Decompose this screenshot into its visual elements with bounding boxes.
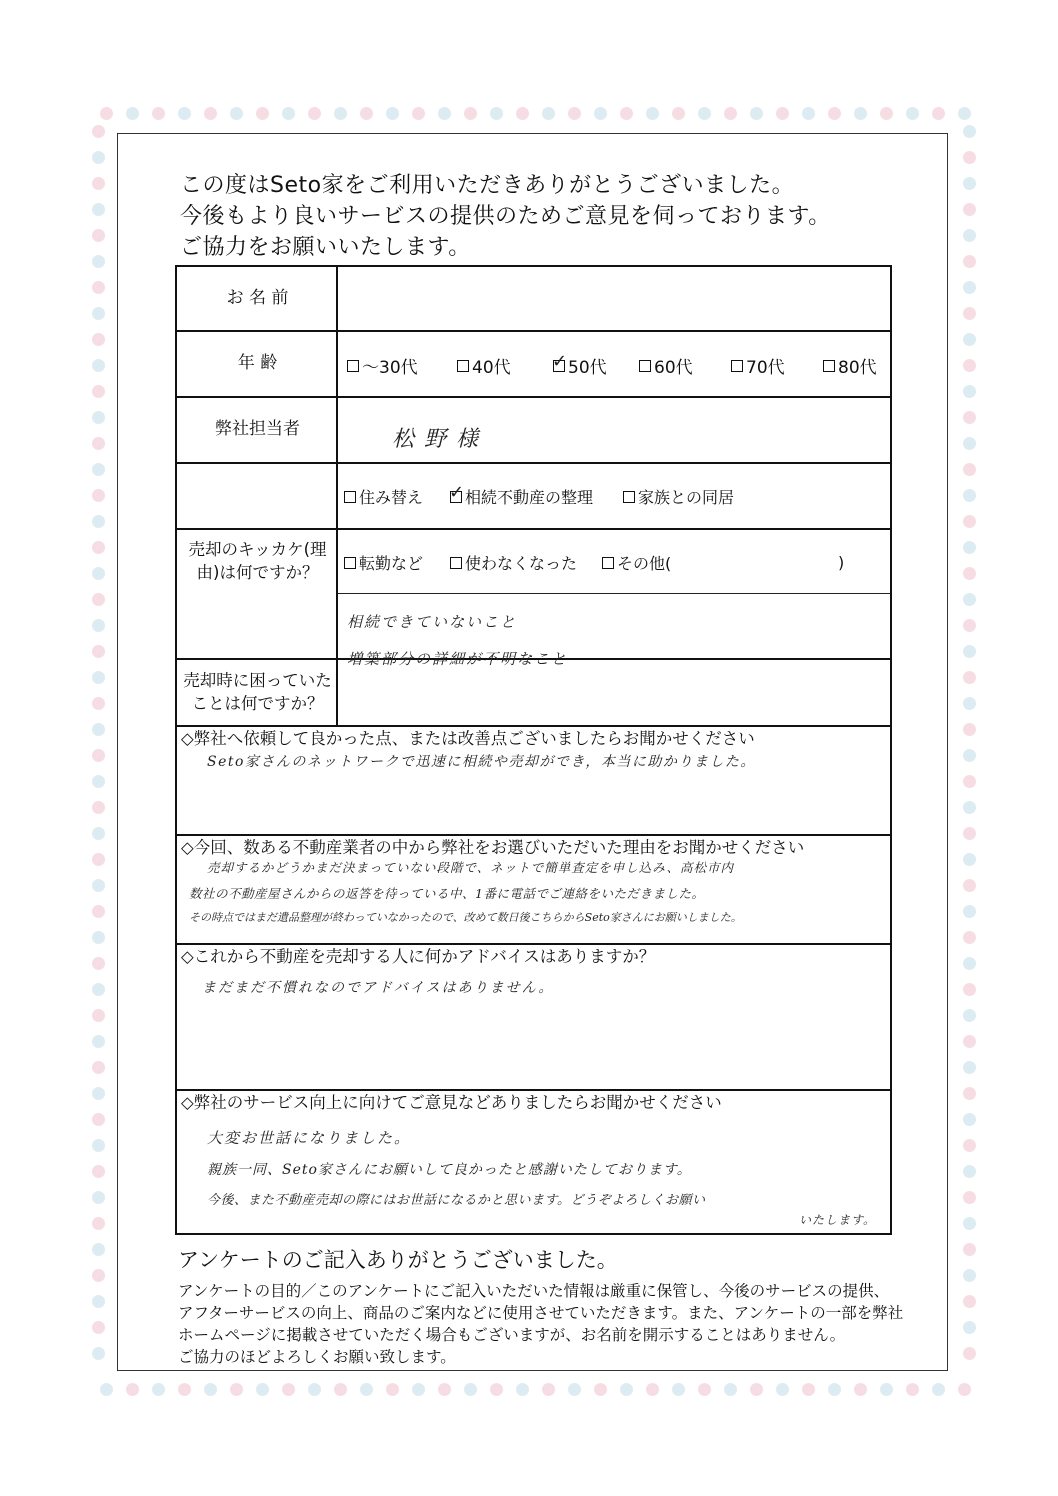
decorative-dot [828,1383,841,1396]
intro-line: ご協力をお願いいたします。 [180,235,471,260]
decorative-dot [963,255,976,268]
section-answer-line: 今後、また不動産売却の際にはお世話になるかと思います。どうぞよろしくお願い [207,1193,706,1208]
decorative-dot [620,107,633,120]
decorative-dot [963,177,976,190]
decorative-dot [152,1383,165,1396]
decorative-dot [963,775,976,788]
decorative-dot [963,229,976,242]
decorative-dot [92,723,105,736]
other-close-paren: ) [838,553,845,572]
note-line: アンケートの目的／このアンケートにご記入いただいた情報は厳重に保管し、今後のサービスの提供、 [178,1282,890,1300]
decorative-dot [92,671,105,684]
section-answer-line: 大変お世話になりました。 [207,1129,412,1147]
reason-option[interactable] [623,485,734,508]
checkbox[interactable] [602,557,614,569]
reason-option-label: 転勤など [359,554,424,573]
checkbox[interactable] [639,360,651,372]
decorative-dot [92,931,105,944]
decorative-dot [854,107,867,120]
decorative-dot [963,567,976,580]
decorative-dot [334,1383,347,1396]
decorative-dot [92,1243,105,1256]
decorative-dot [963,1217,976,1230]
decorative-dot [963,385,976,398]
decorative-dot [92,1113,105,1126]
decorative-dot [92,1139,105,1152]
decorative-dot [963,1295,976,1308]
section-answer-line: 親族一同、Seto家さんにお願いして良かったと感謝いたしております。 [207,1162,692,1178]
trouble-answer-line: 増築部分の詳細が不明なこと [347,650,569,668]
decorative-dot [906,107,919,120]
note-line: ホームページに掲載させていただく場合もございますが、お名前を開示することはありません。 [178,1326,846,1344]
section-answer-line: Seto家さんのネットワークで迅速に相続や売却ができ，本当に助かりました。 [207,754,756,770]
decorative-dot [828,107,841,120]
decorative-dot [932,107,945,120]
decorative-dot [360,1383,373,1396]
checkbox[interactable] [450,557,462,569]
section-answer-line: 売却するかどうかまだ決まっていない段階で、ネットで簡単査定を申し込み、高松市内 [207,860,735,875]
staff-label: 弊社担当者 [215,419,300,439]
decorative-dot [464,1383,477,1396]
section-heading: ◇これから不動産を売却する人に何かアドバイスはありますか？ [181,947,656,966]
decorative-dot [178,107,191,120]
decorative-dot [308,107,321,120]
reason-option[interactable] [344,551,450,574]
decorative-dot [963,125,976,138]
decorative-dot [92,411,105,424]
decorative-dot [360,107,373,120]
name-field[interactable] [347,279,877,319]
decorative-dot [92,177,105,190]
row-divider [338,593,890,594]
decorative-dot [963,645,976,658]
decorative-dot [963,853,976,866]
decorative-dot [963,749,976,762]
checkbox[interactable] [623,491,635,503]
section-answer-line: 数社の不動産屋さんからの返答を待っている中、1番に電話でご連絡をいただきました。 [189,886,705,901]
decorative-dot [92,489,105,502]
decorative-dot [594,1383,607,1396]
decorative-dot [92,281,105,294]
section-heading: ◇弊社のサービス向上に向けてご意見などありましたらお聞かせください [181,1093,722,1112]
reason-option[interactable] [344,485,450,508]
intro-line: 今後もより良いサービスの提供のためご意見を伺っております。 [180,204,831,229]
decorative-dot [963,1113,976,1126]
decorative-dot [646,107,659,120]
decorative-dot [92,463,105,476]
decorative-dot [963,1347,976,1360]
reason-option-label: 相続不動産の整理 [465,488,594,507]
decorative-dot [92,437,105,450]
decorative-dot [963,515,976,528]
decorative-dot [282,1383,295,1396]
section-answer-line: いたします。 [799,1213,877,1227]
decorative-dot [750,107,763,120]
decorative-dot [963,1321,976,1334]
decorative-dot [963,1191,976,1204]
decorative-dot [568,107,581,120]
decorative-dot [854,1383,867,1396]
decorative-dot [204,1383,217,1396]
age-option-label: 50代 [568,358,607,378]
decorative-dot [963,437,976,450]
decorative-dot [963,1087,976,1100]
reason-option-label: 住み替え [359,488,424,507]
note-line: ご協力のほどよろしくお願い致します。 [178,1348,456,1366]
checkbox[interactable] [344,557,356,569]
reason-option-label: 家族との同居 [638,488,735,507]
reason-label: 売却のキッカケ(理由)は何ですか？ [188,539,327,582]
decorative-dot [92,749,105,762]
age-option-label: 60代 [654,358,693,378]
reason-options-line2 [344,551,874,574]
decorative-dot [516,107,529,120]
intro-line: この度はSeto家をご利用いただきありがとうございました。 [180,173,795,198]
decorative-dot [92,1009,105,1022]
decorative-dot [92,905,105,918]
decorative-dot [594,107,607,120]
decorative-dot [308,1383,321,1396]
age-option-label: ～30代 [362,358,418,378]
decorative-dot [92,827,105,840]
reason-option[interactable] [449,481,623,508]
decorative-dot [963,307,976,320]
decorative-dot [963,1061,976,1074]
decorative-dot [724,1383,737,1396]
decorative-dot [490,107,503,120]
decorative-dot [698,107,711,120]
decorative-dot [92,541,105,554]
decorative-dot [92,1295,105,1308]
age-label: 年 齢 [237,353,278,373]
reason-option-label: 使わなくなった [465,554,578,573]
decorative-dot [880,1383,893,1396]
decorative-dot [963,619,976,632]
age-option[interactable] [552,350,639,378]
age-option[interactable] [347,353,457,378]
decorative-dot [92,1269,105,1282]
decorative-dot [776,1383,789,1396]
decorative-dot [880,107,893,120]
reason-option-label: その他( [617,554,672,573]
decorative-dot [386,107,399,120]
decorative-dot [92,1087,105,1100]
decorative-dot [92,151,105,164]
age-option[interactable] [731,353,823,378]
decorative-dot [92,1165,105,1178]
decorative-dot [963,411,976,424]
decorative-dot [963,827,976,840]
decorative-dot [464,107,477,120]
age-option-label: 70代 [746,358,785,378]
decorative-dot [963,463,976,476]
decorative-dot [126,1383,139,1396]
checkbox[interactable] [347,360,359,372]
decorative-dot [92,307,105,320]
decorative-dot [92,619,105,632]
thanks-message: アンケートのご記入ありがとうございました。 [178,1248,618,1272]
decorative-dot [334,107,347,120]
decorative-dot [92,1035,105,1048]
decorative-dot [204,107,217,120]
decorative-dot [963,359,976,372]
reason-option[interactable] [602,551,838,574]
decorative-dot [92,333,105,346]
decorative-dot [92,801,105,814]
decorative-dot [963,489,976,502]
decorative-dot [92,983,105,996]
section-heading: ◇今回、数ある不動産業者の中から弊社をお選びいただいた理由をお聞かせください [181,838,805,857]
decorative-dot [126,107,139,120]
decorative-dot [92,567,105,580]
checkmark-icon: ✓ [552,350,568,372]
checkbox[interactable] [823,360,835,372]
decorative-dot [542,1383,555,1396]
decorative-dot [672,1383,685,1396]
decorative-dot [963,541,976,554]
decorative-dot [92,879,105,892]
decorative-dot [646,1383,659,1396]
decorative-dot [963,983,976,996]
reason-option[interactable] [450,551,602,574]
decorative-dot [412,107,425,120]
decorative-dot [963,931,976,944]
decorative-dot [963,957,976,970]
decorative-dot [724,107,737,120]
decorative-dot [92,385,105,398]
decorative-dot [438,107,451,120]
section-heading: ◇弊社へ依頼して良かった点、または改善点ございましたらお聞かせください [181,729,755,748]
privacy-note [178,1280,903,1368]
decorative-dot [963,723,976,736]
decorative-dot [92,645,105,658]
decorative-dot [802,107,815,120]
age-option-label: 80代 [838,358,877,378]
decorative-dot [230,1383,243,1396]
decorative-dot [776,107,789,120]
decorative-dot [92,1191,105,1204]
decorative-dot [92,125,105,138]
decorative-dot [963,801,976,814]
checkmark-icon: ✓ [449,481,465,503]
decorative-dot [963,1139,976,1152]
section-answer-line: その時点ではまだ遺品整理が終わっていなかったので、改めて数日後こちらからSeto家さんにお願いしました。 [189,911,742,924]
decorative-dot [92,1347,105,1360]
decorative-dot [516,1383,529,1396]
section-answer-line: まだまだ不慣れなのでアドバイスはありません。 [202,980,555,996]
age-option[interactable] [639,353,731,378]
decorative-dot [282,107,295,120]
decorative-dot [92,1321,105,1334]
decorative-dot [92,229,105,242]
decorative-dot [92,255,105,268]
decorative-dot [152,107,165,120]
decorative-dot [963,905,976,918]
decorative-dot [100,107,113,120]
age-option-label: 40代 [472,358,511,378]
decorative-dot [542,107,555,120]
checkbox-checked[interactable] [449,481,465,503]
decorative-dot [750,1383,763,1396]
decorative-dot [100,1383,113,1396]
decorative-dot [92,853,105,866]
age-option[interactable] [457,353,553,378]
decorative-dot [906,1383,919,1396]
reason-options-line1 [344,481,735,508]
decorative-dot [963,281,976,294]
checkbox[interactable] [344,491,356,503]
decorative-dot [92,1217,105,1230]
decorative-dot [568,1383,581,1396]
decorative-dot [963,671,976,684]
decorative-dot [386,1383,399,1396]
decorative-dot [490,1383,503,1396]
decorative-dot [963,333,976,346]
decorative-dot [92,203,105,216]
decorative-dot [92,1061,105,1074]
decorative-dot [412,1383,425,1396]
decorative-dot [620,1383,633,1396]
decorative-dot [802,1383,815,1396]
decorative-dot [963,1165,976,1178]
checkbox[interactable] [457,360,469,372]
trouble-answer-line: 相続できていないこと [347,613,518,631]
decorative-dot [92,957,105,970]
decorative-dot [963,1243,976,1256]
decorative-dot [963,1009,976,1022]
decorative-dot [92,359,105,372]
decorative-dot [92,775,105,788]
decorative-dot [963,1269,976,1282]
decorative-dot [963,593,976,606]
decorative-dot [92,697,105,710]
decorative-dot [963,697,976,710]
decorative-dot [178,1383,191,1396]
decorative-dot [230,107,243,120]
decorative-dot [438,1383,451,1396]
decorative-dot [92,515,105,528]
decorative-dot [963,1035,976,1048]
age-option[interactable] [823,353,877,378]
decorative-dot [963,879,976,892]
survey-form [175,265,892,1235]
intro-text [180,170,831,263]
checkbox[interactable] [731,360,743,372]
staff-value[interactable]: 松野様 [392,427,489,452]
decorative-dot [256,107,269,120]
age-options [347,350,877,378]
note-line: アフターサービスの向上、商品のご案内などに使用させていただきます。また、アンケートの一部を弊社 [178,1304,904,1322]
name-label: お 名 前 [226,288,289,308]
decorative-dot [92,593,105,606]
decorative-dot [963,203,976,216]
decorative-dot [672,107,685,120]
decorative-dot [256,1383,269,1396]
decorative-dot [958,1383,971,1396]
decorative-dot [958,107,971,120]
decorative-dot [698,1383,711,1396]
decorative-dot [963,151,976,164]
checkbox-checked[interactable] [552,350,568,372]
decorative-dot [932,1383,945,1396]
trouble-label: 売却時に困っていたことは何ですか？ [183,671,332,713]
